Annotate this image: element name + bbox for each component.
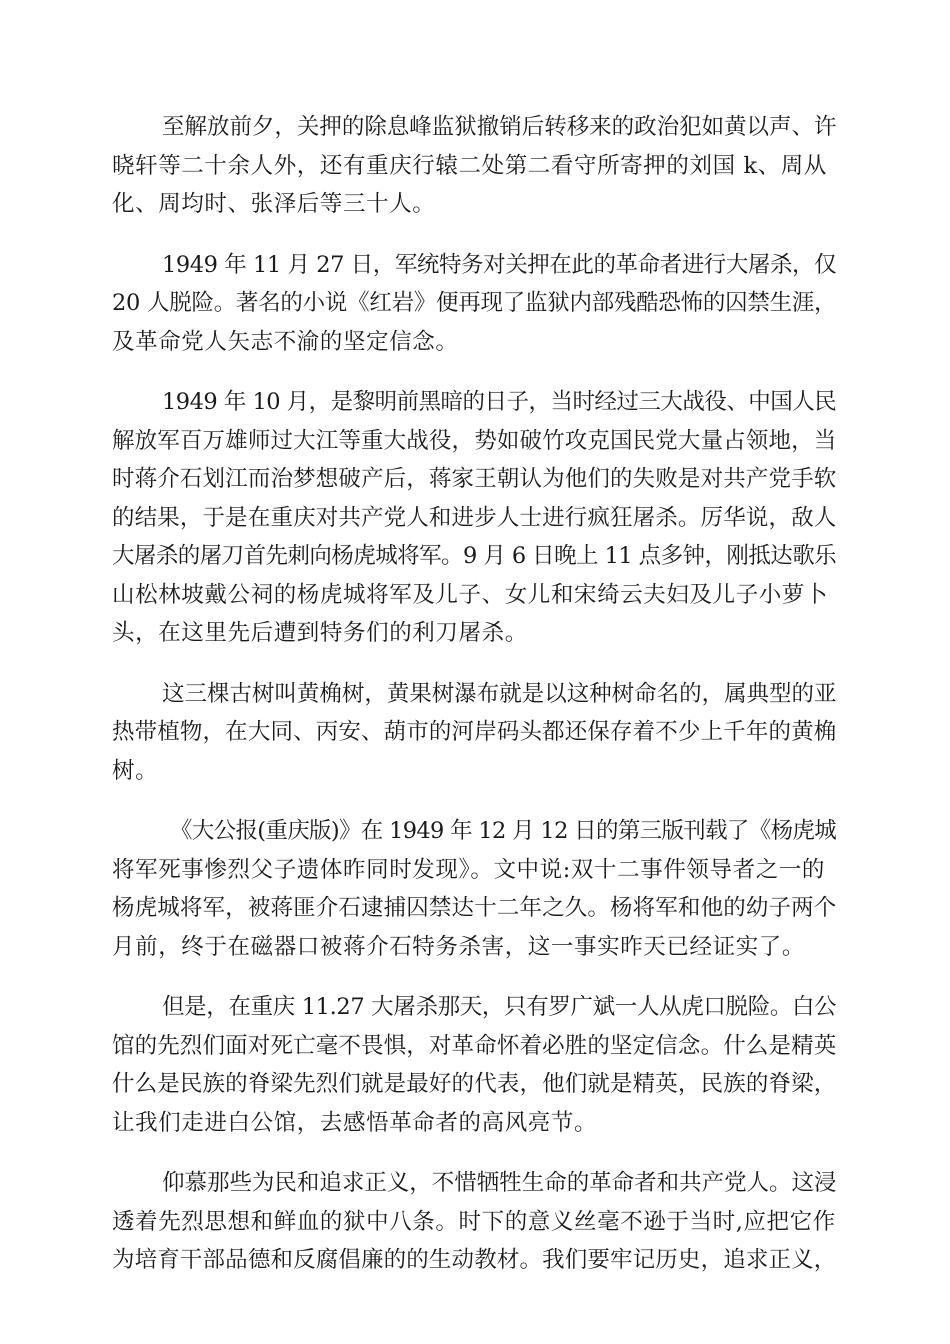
- paragraph-7: [112, 1164, 838, 1280]
- text-line: 热带植物，在大同、丙安、葫市的河岸码头都还保存着不少上千年的黄桷: [112, 719, 837, 745]
- text-line: 晓轩等二十余人外，还有重庆行辕二处第二看守所寄押的刘国 k、周从: [112, 152, 827, 179]
- text-line: 1949 年 10 月，是黎明前黑暗的日子，当时经过三大战役、中国人民: [162, 389, 837, 415]
- text-line: 化、周均时、张泽后等三十人。: [112, 191, 436, 217]
- text-line: 透着先烈思想和鲜血的狱中八条。时下的意义丝毫不逊于当时,应把它作: [112, 1208, 836, 1235]
- text-line: 时蒋介石划江而治梦想破产后，蒋家王朝认为他们的失败是对共产党手软: [112, 466, 837, 492]
- text-line: 1949 年 11 月 27 日，军统特务对关押在此的革命者进行大屠杀，仅: [162, 251, 837, 278]
- text-line: 馆的先烈们面对死亡毫不畏惧，对革命怀着必胜的坚定信念。什么是精英: [112, 1032, 837, 1059]
- text-line: 将军死事惨烈父子遗体昨同时发现》。文中说:双十二事件领导者之一的: [112, 856, 826, 883]
- text-line: 解放军百万雄师过大江等重大战役，势如破竹攻克国民党大量占领地，当: [112, 427, 837, 454]
- paragraph-3: [112, 383, 838, 653]
- text-line: 至解放前夕，关押的除息峰监狱撤销后转移来的政治犯如黄以声、许: [162, 114, 837, 140]
- paragraph-5: [112, 812, 838, 966]
- text-line: 仰慕那些为民和追求正义，不惜牺牲生命的革命者和共产党人。这浸: [162, 1170, 837, 1196]
- text-line: 大屠杀的屠刀首先刺向杨虎城将军。9 月 6 日晚上 11 点多钟，刚抵达歌乐: [112, 543, 837, 569]
- text-line: 的结果，于是在重庆对共产党人和进步人士进行疯狂屠杀。厉华说，敌人: [112, 504, 837, 531]
- text-line: 树。: [112, 757, 159, 784]
- text-line: 让我们走进白公馆，去感悟革命者的高风亮节。: [112, 1109, 598, 1136]
- text-line: 《大公报(重庆版)》在 1949 年 12 月 12 日的第三版刊载了《杨虎城: [170, 818, 837, 844]
- document-body: [112, 108, 838, 1302]
- text-line: 20 人脱险。著名的小说《红岩》便再现了监狱内部残酷恐怖的囚禁生涯，: [112, 290, 837, 316]
- text-line: 山松林坡戴公祠的杨虎城将军及儿子、女儿和宋绮云夫妇及儿子小萝卜: [112, 581, 829, 608]
- paragraph-2: [112, 246, 838, 362]
- text-line: 头，在这里先后遭到特务们的利刀屠杀。: [112, 620, 528, 646]
- text-line: 杨虎城将军，被蒋匪介石逮捕囚禁达十二年之久。杨将军和他的幼子两个: [112, 895, 837, 921]
- text-line: 但是，在重庆 11.27 大屠杀那天，只有罗广斌一人从虎口脱险。白公: [162, 994, 837, 1020]
- paragraph-6: [112, 988, 838, 1142]
- paragraph-1: [112, 108, 838, 224]
- text-line: 这三棵古树叫黄桷树，黄果树瀑布就是以这种树命名的，属典型的亚: [162, 680, 837, 707]
- paragraph-4: [112, 675, 838, 791]
- text-line: 月前，终于在磁器口被蒋介石特务杀害，这一事实昨天已经证实了。: [112, 933, 806, 960]
- text-line: 为培育干部品德和反腐倡廉的的生动教材。我们要牢记历史，追求正义，: [112, 1247, 837, 1273]
- text-line: 什么是民族的脊梁先烈们就是最好的代表，他们就是精英，民族的脊梁，: [112, 1071, 837, 1097]
- text-line: 及革命党人矢志不渝的坚定信念。: [112, 328, 459, 355]
